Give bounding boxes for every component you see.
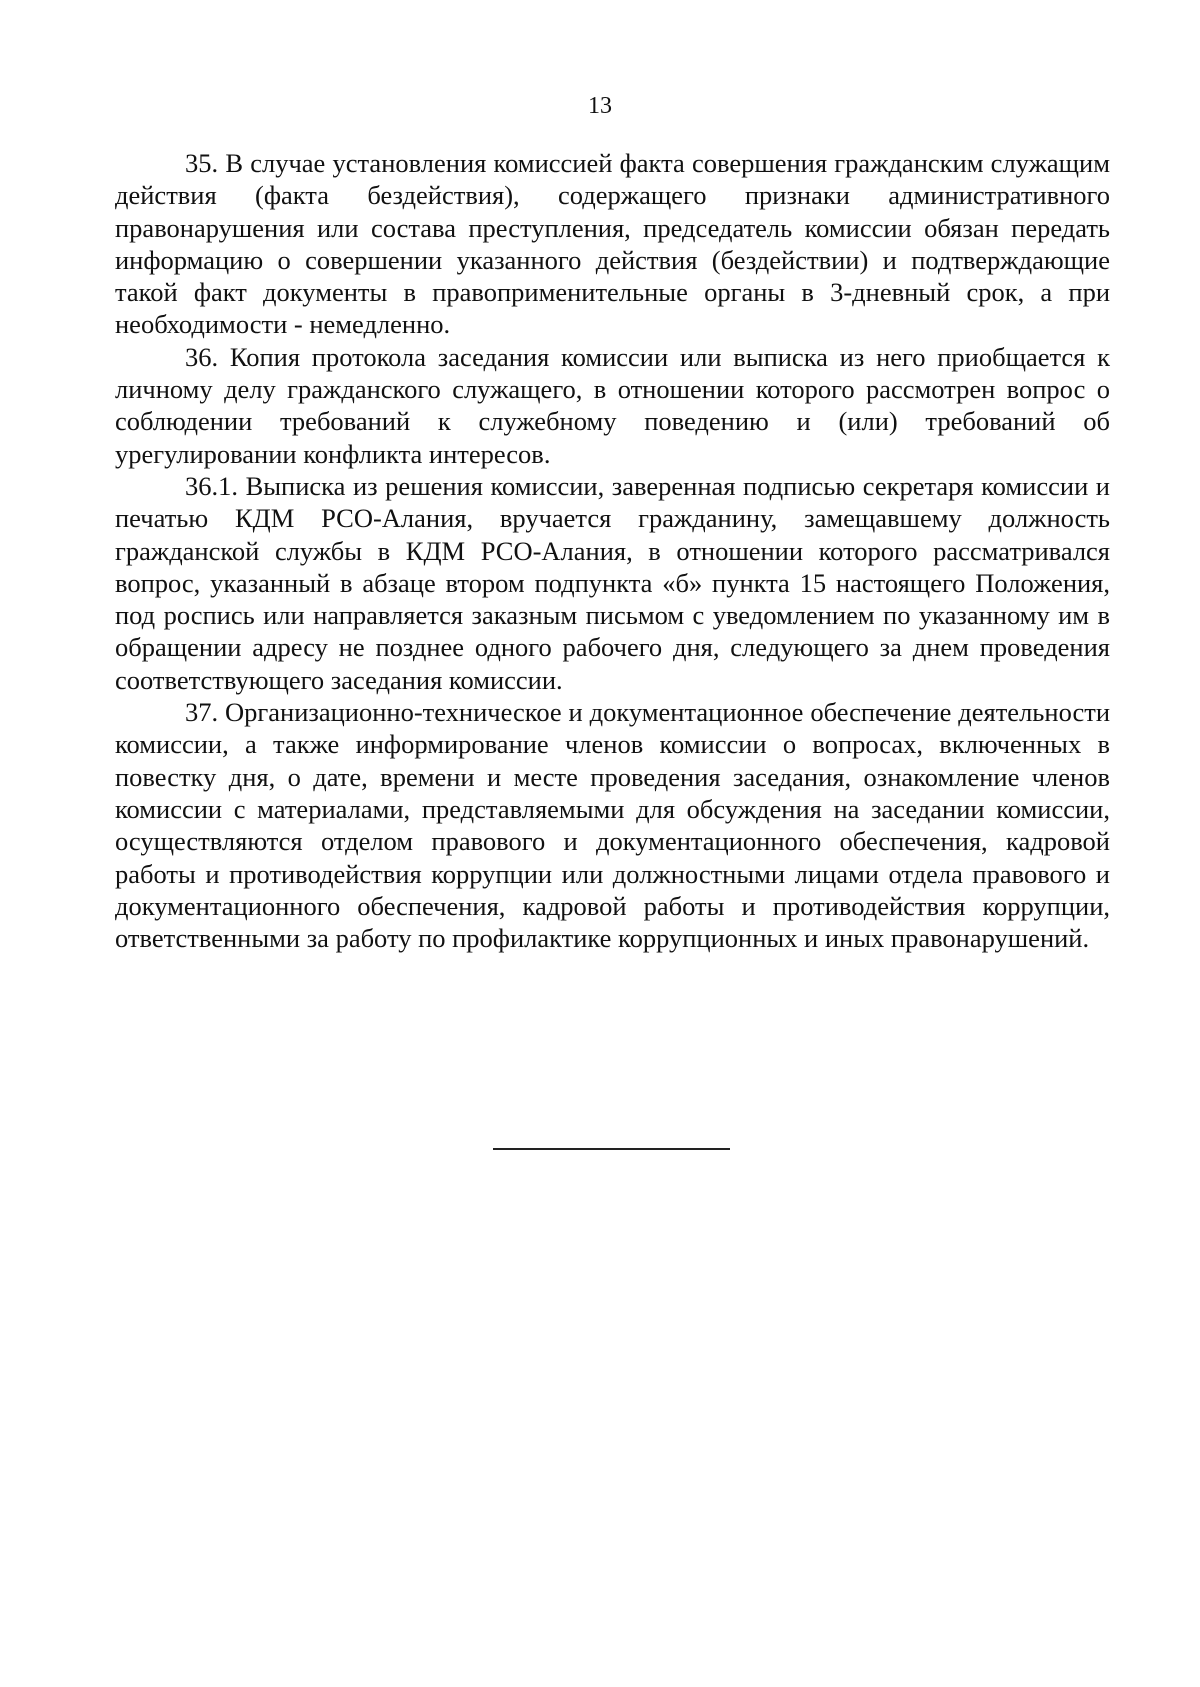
paragraph-36: 36. Копия протокола заседания комиссии или выписка из него приобщается к личному делу гражданского служащего, в отношении которого рассмотрен вопрос о соблюдении требований к служебному поведению и (или) требований об урегулировании конфликта интересов.	[115, 341, 1110, 469]
paragraph-37: 37. Организационно-техническое и документационное обеспечение деятельности комиссии, а также информирование членов комиссии о вопросах, включенных в повестку дня, о дате, времени и месте проведения заседания, ознакомление членов комиссии с материалами, представляемыми для обсуждения на заседании комиссии, осуществляются отделом правового и документационного обеспечения, кадровой работы и противодействия коррупции или должностными лицами отдела правового и документационного обеспечения, кадровой работы и противодействия коррупции, ответственными за работу по профилактике коррупционных и иных правонарушений.	[115, 697, 1110, 954]
paragraph-36-1: 36.1. Выписка из решения комиссии, заверенная подписью секретаря комиссии и печатью КДМ РСО-Алания, вручается гражданину, замещавшему должность гражданской службы в КДМ РСО-Алания, в отношении которого рассматривался вопрос, указанный в абзаце втором подпункта «б» пункта 15 настоящего Положения, под роспись или направляется заказным письмом с уведомлением по указанному им в обращении адресу не позднее одного рабочего дня, следующего за днем проведения соответствующего заседания комиссии.	[115, 470, 1110, 695]
closing-rule-divider	[493, 1148, 730, 1150]
page-number: 13	[588, 93, 612, 119]
paragraph-35: 35. В случае установления комиссией факта совершения гражданским служащим действия (факта бездействия), содержащего признаки административного правонарушения или состава преступления, председатель комиссии обязан передать информацию о совершении указанного действия (бездействии) и подтверждающие такой факт документы в правоприменительные органы в 3-дневный срок, а при необходимости - немедленно.	[115, 148, 1110, 340]
document-body	[115, 147, 1110, 954]
